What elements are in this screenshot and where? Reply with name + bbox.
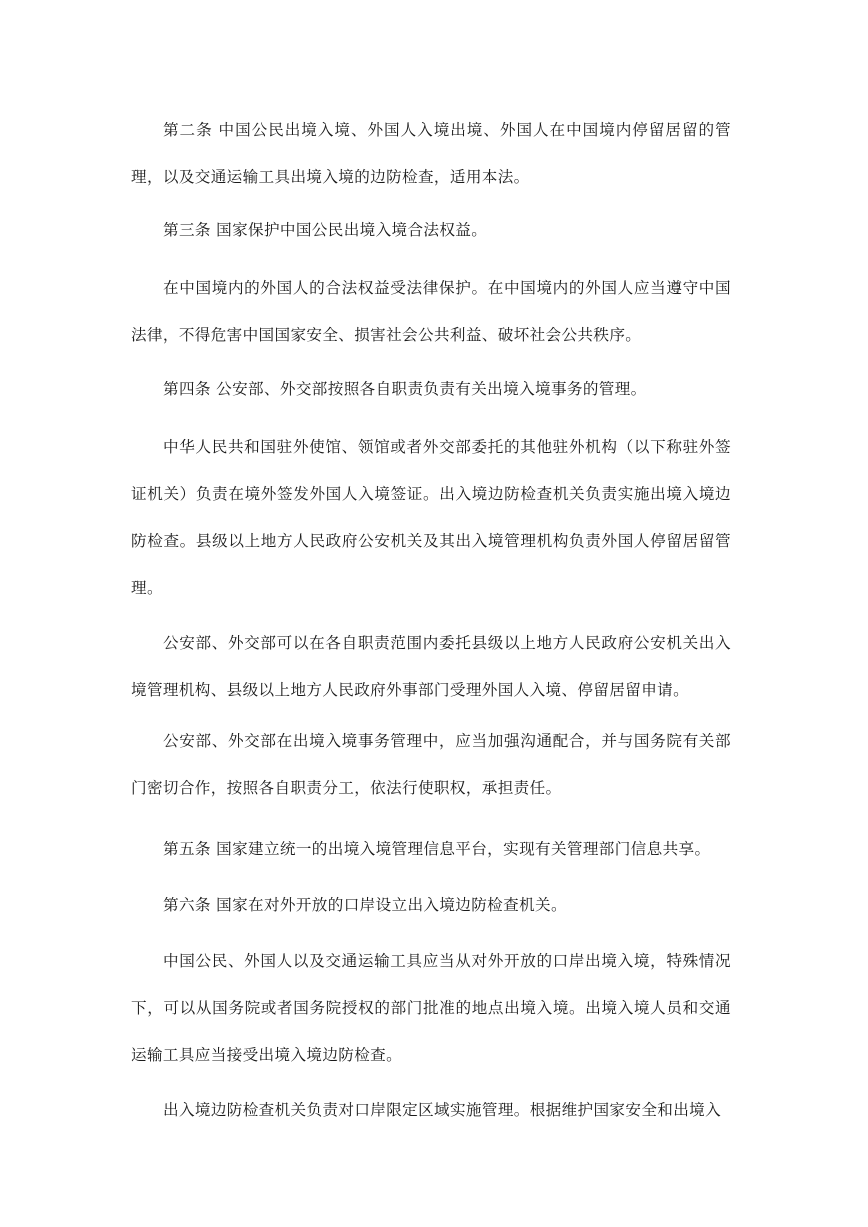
paragraph-article-6-clause-2: 中国公民、外国人以及交通运输工具应当从对外开放的口岸出境入境，特殊情况下，可以从国务院或者国务院授权的部门批准的地点出境入境。出境入境人员和交通运输工具应当接受出境入境边防检查。 <box>131 952 731 1064</box>
paragraph-article-4: 第四条 公安部、外交部按照各自职责负责有关出境入境事务的管理。 <box>163 380 647 398</box>
paragraph-article-5: 第五条 国家建立统一的出境入境管理信息平台，实现有关管理部门信息共享。 <box>163 840 711 858</box>
paragraph-article-2: 第二条 中国公民出境入境、外国人入境出境、外国人在中国境内停留居留的管理，以及交通运输工具出境入境的边防检查，适用本法。 <box>131 121 731 186</box>
paragraph-article-3: 第三条 国家保护中国公民出境入境合法权益。 <box>163 221 488 239</box>
paragraph-article-6: 第六条 国家在对外开放的口岸设立出入境边防检查机关。 <box>163 896 567 914</box>
paragraph-article-4-clause-3: 公安部、外交部可以在各自职责范围内委托县级以上地方人民政府公安机关出入境管理机构、县级以上地方人民政府外事部门受理外国人入境、停留居留申请。 <box>131 634 731 699</box>
paragraph-article-4-clause-4: 公安部、外交部在出境入境事务管理中，应当加强沟通配合，并与国务院有关部门密切合作，按照各自职责分工，依法行使职权，承担责任。 <box>131 732 731 797</box>
paragraph-article-3-clause-2: 在中国境内的外国人的合法权益受法律保护。在中国境内的外国人应当遵守中国法律，不得危害中国国家安全、损害社会公共利益、破坏社会公共秩序。 <box>131 279 731 344</box>
paragraph-article-6-clause-3: 出入境边防检查机关负责对口岸限定区域实施管理。根据维护国家安全和出境入 <box>163 1101 722 1119</box>
paragraph-article-4-clause-2: 中华人民共和国驻外使馆、领馆或者外交部委托的其他驻外机构（以下称驻外签证机关）负责在境外签发外国人入境签证。出入境边防检查机关负责实施出境入境边防检查。县级以上地方人民政府公安机关及其出入境管理机构负责外国人停留居留管理。 <box>131 438 731 597</box>
